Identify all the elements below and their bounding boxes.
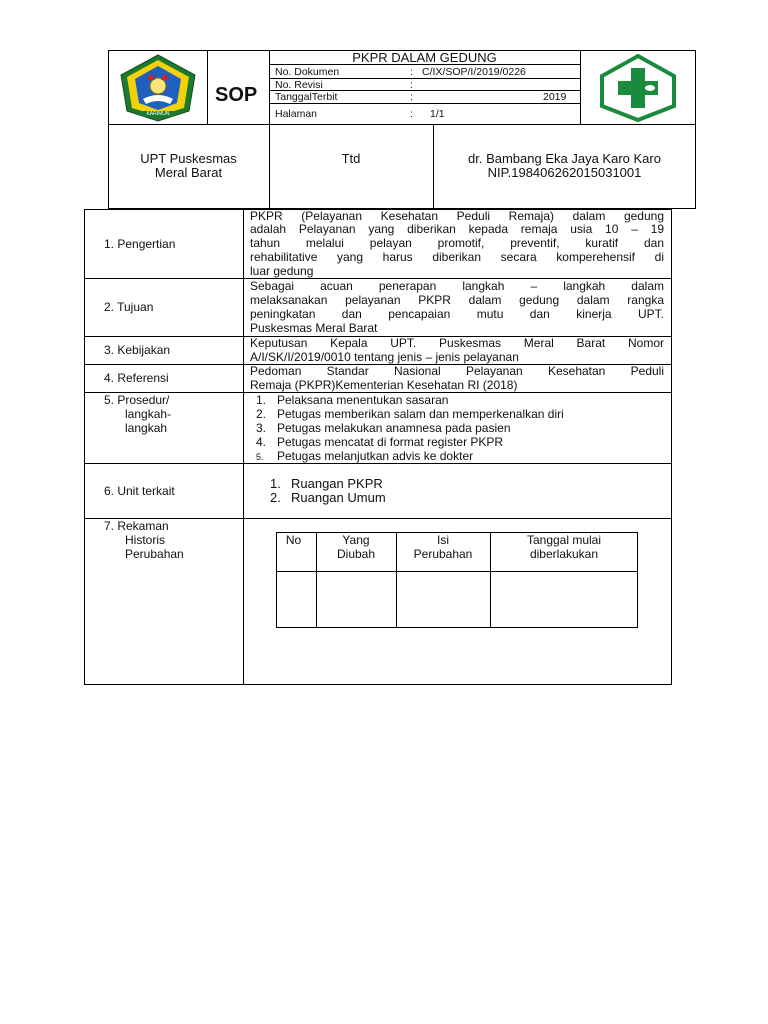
header-divider-horizontal bbox=[108, 124, 696, 125]
institution-name-line1: UPT Puskesmas bbox=[140, 151, 237, 166]
history-header-perubahan: Perubahan bbox=[413, 547, 473, 561]
label-rekaman-line2: Historis bbox=[125, 533, 166, 547]
meta-value-dokumen: C/IX/SOP/I/2019/0226 bbox=[422, 66, 526, 78]
header-divider-sop bbox=[269, 50, 270, 209]
prosedur-num-3: 3. bbox=[256, 421, 267, 435]
unit-text-2: Ruangan Umum bbox=[291, 490, 386, 505]
label-kebijakan: 3. Kebijakan bbox=[104, 343, 171, 357]
tujuan-line-4: Puskesmas Meral Barat bbox=[250, 321, 378, 335]
prosedur-num-1: 1. bbox=[256, 393, 267, 407]
meta-label-dokumen: No. Dokumen bbox=[275, 66, 340, 78]
meta-sep-halaman: : bbox=[410, 108, 413, 120]
pengertian-line-5: luar gedung bbox=[250, 264, 314, 278]
unit-num-2: 2. bbox=[270, 490, 281, 505]
meta-label-halaman: Halaman bbox=[275, 108, 318, 120]
prosedur-num-4: 4. bbox=[256, 435, 267, 449]
prosedur-num-5: 5. bbox=[256, 452, 264, 462]
referensi-line-2: Remaja (PKPR)Kementerian Kesehatan RI (2018) bbox=[250, 378, 518, 392]
meta-row-line-3 bbox=[269, 103, 580, 104]
kebijakan-line-1: Keputusan Kepala UPT. Puskesmas Meral Barat Nomor bbox=[250, 336, 664, 350]
tujuan-line-1: Sebagai acuan penerapan langkah – langkah dalam bbox=[250, 279, 664, 293]
label-unit-terkait: 6. Unit terkait bbox=[104, 484, 175, 498]
meta-sep-revisi: : bbox=[410, 79, 413, 91]
institution-name-line2: Meral Barat bbox=[154, 165, 223, 180]
label-prosedur-line2: langkah- bbox=[125, 407, 172, 421]
meta-value-halaman: 1/1 bbox=[430, 108, 445, 120]
label-rekaman-line1: 7. Rekaman bbox=[104, 519, 169, 533]
document-title: PKPR DALAM GEDUNG bbox=[352, 50, 497, 65]
prosedur-num-2: 2. bbox=[256, 407, 267, 421]
meta-sep-dokumen: : bbox=[410, 66, 413, 78]
signature-text: Ttd bbox=[341, 151, 361, 166]
row-divider-6 bbox=[84, 518, 672, 519]
label-tujuan: 2. Tujuan bbox=[104, 300, 154, 314]
history-header-no: No bbox=[285, 533, 302, 547]
row-divider-5 bbox=[84, 463, 672, 464]
pengertian-line-1: PKPR (Pelayanan Kesehatan Peduli Remaja) dalam gedung bbox=[250, 209, 664, 223]
tujuan-line-2: melaksanakan pelayanan PKPR dalam gedung dalam rangka bbox=[250, 293, 664, 307]
prosedur-text-1: Pelaksana menentukan sasaran bbox=[277, 393, 449, 407]
meta-label-revisi: No. Revisi bbox=[275, 79, 323, 91]
prosedur-text-2: Petugas memberikan salam dan memperkenalkan diri bbox=[277, 407, 564, 421]
label-prosedur-line3: langkah bbox=[125, 421, 168, 435]
history-header-diubah: Diubah bbox=[336, 547, 376, 561]
history-header-isi: Isi bbox=[437, 533, 449, 547]
label-pengertian: 1. Pengertian bbox=[104, 237, 176, 251]
official-nip: NIP.198406262015031001 bbox=[487, 165, 642, 180]
history-header-line bbox=[276, 571, 638, 572]
history-header-yang: Yang bbox=[342, 533, 370, 547]
header-divider-logo-left bbox=[207, 50, 208, 125]
tujuan-line-3: peningkatan dan pencapaian mutu dan kinerja UPT. bbox=[250, 307, 664, 321]
history-header-diberlakukan: diberlakukan bbox=[529, 547, 599, 561]
meta-sep-terbit: : bbox=[410, 91, 413, 103]
pengertian-line-3: tahun melalui pelayan promotif, preventif, kuratif dan bbox=[250, 236, 664, 250]
unit-num-1: 1. bbox=[270, 476, 281, 491]
prosedur-text-4: Petugas mencatat di format register PKPR bbox=[277, 435, 504, 449]
pengertian-line-4: rehabilitative yang harus diberikan secara komperehensif di bbox=[250, 250, 664, 264]
meta-value-terbit: 2019 bbox=[543, 91, 567, 103]
meta-label-terbit: TanggalTerbit bbox=[275, 91, 338, 103]
pengertian-line-2: adalah Pelayanan yang diberikan kepada remaja usia 10 – 19 bbox=[250, 222, 664, 236]
official-name: dr. Bambang Eka Jaya Karo Karo bbox=[468, 151, 661, 166]
history-header-tanggal: Tanggal mulai bbox=[526, 533, 602, 547]
prosedur-text-5: Petugas melanjutkan advis ke dokter bbox=[277, 449, 474, 463]
label-referensi: 4. Referensi bbox=[104, 371, 169, 385]
regency-emblem-text: KARIMUN bbox=[146, 111, 170, 117]
sop-label: SOP bbox=[215, 84, 258, 106]
body-column-divider bbox=[243, 209, 244, 685]
label-rekaman-line3: Perubahan bbox=[125, 547, 184, 561]
referensi-line-1: Pedoman Standar Nasional Pelayanan Kesehatan Peduli bbox=[250, 364, 664, 378]
prosedur-text-3: Petugas melakukan anamnesa pada pasien bbox=[277, 421, 511, 435]
header-divider-logo-right bbox=[580, 50, 581, 125]
label-prosedur-line1: 5. Prosedur/ bbox=[104, 393, 170, 407]
unit-text-1: Ruangan PKPR bbox=[291, 476, 383, 491]
kebijakan-line-2: A/I/SK/I/2019/0010 tentang jenis – jenis pelayanan bbox=[250, 350, 519, 364]
puskesmas-cross-logo bbox=[598, 54, 678, 122]
